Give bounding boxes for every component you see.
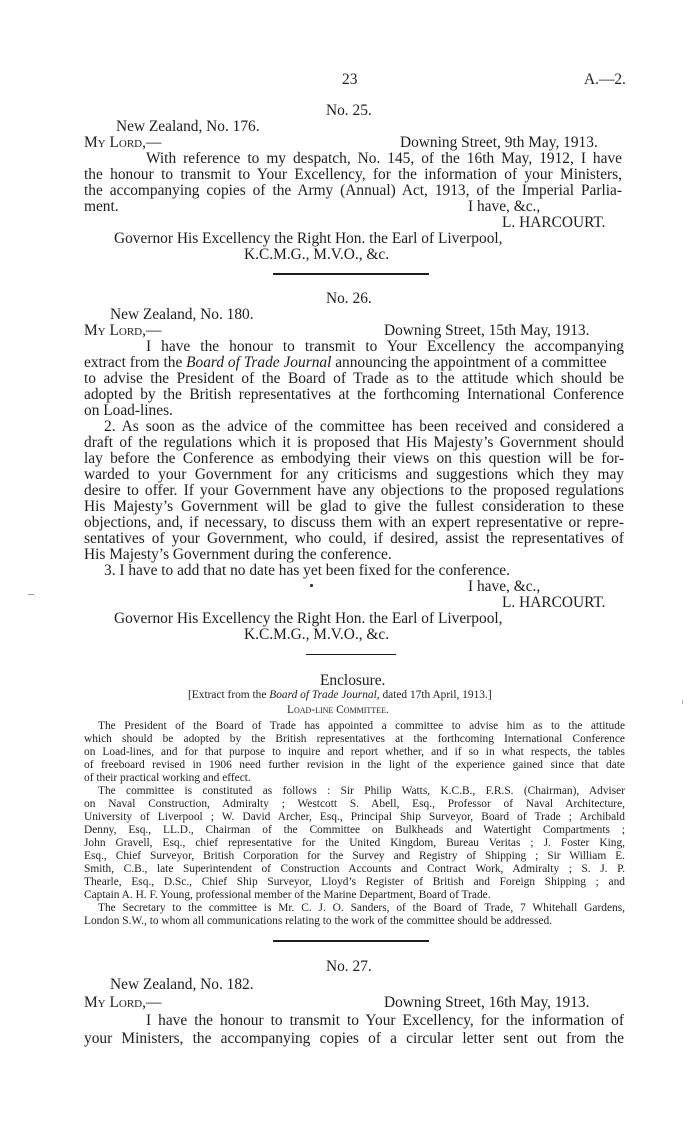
extract-note: [Extract from the Board of Trade Journal, dated 17th April, 1913.] [188, 689, 492, 701]
salutation: My Lord,— [84, 994, 162, 1011]
body-line: The President of the Board of Trade has appointed a committee to advise him as to the attitude [98, 720, 625, 732]
body-line: objections, and, if necessary, to discuss them with an expert representative or repre- [84, 514, 624, 531]
signature: L. HARCOURT. [502, 594, 606, 611]
address-date: Downing Street, 16th May, 1913. [384, 994, 590, 1011]
body-line: draft of the regulations which it is proposed that His Majesty’s Government should [84, 434, 624, 451]
body-line: lay before the Conference as embodying their views on this question will be for- [84, 450, 624, 467]
body-line: which should be adopted by the British representatives at the forthcoming International Conference [84, 733, 625, 745]
letter-number: No. 26. [326, 290, 372, 307]
body-line: to advise the President of the Board of Trade as to the attitude which should be [84, 370, 624, 387]
body-line: sentatives of your Government, who could, if desired, assist the representatives of [84, 530, 624, 547]
margin-speck [28, 594, 34, 595]
body-line: With reference to my despatch, No. 145, of the 16th May, 1912, I have [146, 150, 622, 167]
address-date: Downing Street, 9th May, 1913. [400, 134, 598, 151]
recipient-honours: K.C.M.G., M.V.O., &c. [244, 246, 390, 263]
closing: I have, &c., [468, 198, 541, 215]
body-line: 3. I have to add that no date has yet been fixed for the conference. [104, 562, 510, 579]
body-line: warded to your Government for any criticisms and suggestions which they may [84, 466, 624, 483]
body-line: on Load-lines. [84, 402, 173, 419]
body-line: The committee is constituted as follows : Sir Philip Watts, K.C.B., F.R.S. (Chairman), Adviser [98, 785, 625, 797]
body-line: the accompanying copies of the Army (Annual) Act, 1913, of the Imperial Parlia- [84, 182, 622, 199]
address-date: Downing Street, 15th May, 1913. [384, 322, 590, 339]
body-line: London S.W., to whom all communications relating to the work of the committee should be addressed. [84, 915, 553, 927]
body-line: of freeboard revised in 1906 need further revision in the light of the experience gained since that date [84, 759, 625, 771]
body-line: I have the honour to transmit to Your Excellency, for the information of [146, 1012, 624, 1029]
page-number: 23 [342, 71, 358, 88]
salutation: My Lord,— [84, 322, 162, 339]
ink-speck [310, 584, 313, 587]
salutation: My Lord,— [84, 134, 162, 151]
body-line: University of Liverpool ; W. David Archer, Esq., Principal Ship Surveyor, Board of Trade ; Archibald [84, 811, 625, 823]
closing: I have, &c., [468, 578, 541, 595]
dispatch-reference: New Zealand, No. 180. [110, 306, 254, 323]
body-line: 2. As soon as the advice of the committee has been received and considered a [104, 418, 624, 435]
body-line: John Gravell, Esq., chief representative for the United Kingdom, Bureau Veritas ; J. Foster King, [84, 837, 625, 849]
body-line: His Majesty’s Government during the conference. [84, 546, 392, 563]
section-divider [273, 273, 429, 275]
body-line: I have the honour to transmit to Your Excellency the accompanying [146, 338, 624, 355]
recipient: Governor His Excellency the Right Hon. the Earl of Liverpool, [114, 610, 503, 627]
document-reference: A.—2. [584, 71, 626, 88]
letter-number: No. 25. [326, 102, 372, 119]
journal-title: Board of Trade Journal [186, 354, 332, 371]
enclosure-title: Enclosure. [320, 672, 386, 689]
body-line: Captain A. H. F. Young, professional member of the Marine Department, Board of Trade. [84, 889, 491, 901]
journal-title: Board of Trade Journal [269, 689, 377, 701]
body-line: adopted by the British representatives at the forthcoming International Conference [84, 386, 624, 403]
body-line: Denny, Esq., LL.D., Chairman of the Committee on Bulkheads and Watertight Compartments ; [84, 824, 625, 836]
dispatch-reference: New Zealand, No. 176. [116, 118, 260, 135]
dispatch-reference: New Zealand, No. 182. [110, 976, 254, 993]
body-line: on Load-lines, and for that purpose to inquire and report whether, and if so in what respects, the tables [84, 746, 625, 758]
body-line: the honour to transmit to Your Excellency, for the information of your Ministers, [84, 166, 622, 183]
body-line: His Majesty’s Government will be glad to give the fullest consideration to these [84, 498, 624, 515]
recipient-honours: K.C.M.G., M.V.O., &c. [244, 626, 390, 643]
body-line: The Secretary to the committee is Mr. C. J. O. Sanders, of the Board of Trade, 7 Whitehall Gardens, [98, 902, 625, 914]
signature: L. HARCOURT. [502, 214, 606, 231]
recipient: Governor His Excellency the Right Hon. the Earl of Liverpool, [114, 230, 503, 247]
body-line: desire to offer. If your Government have any objections to the proposed regulations [84, 482, 624, 499]
body-line: ment. [84, 198, 119, 215]
body-line: of their practical working and effect. [84, 772, 251, 784]
enclosure-divider [306, 654, 396, 655]
body-line: your Ministers, the accompanying copies of a circular letter sent out from the [84, 1030, 624, 1047]
body-line: on Naval Construction, Admiralty ; Westcott S. Abell, Esq., Professor of Naval Architecture, [84, 798, 625, 810]
letter-number: No. 27. [326, 958, 372, 975]
margin-speck [682, 700, 683, 704]
body-line: Thearle, Esq., D.Sc., Chief Ship Surveyor, Lloyd’s Register of British and Foreign Shipping ; and [84, 876, 625, 888]
body-line: extract from the Board of Trade Journal announcing the appointment of a committee [84, 354, 607, 371]
enclosure-subtitle: Load-line Committee. [287, 704, 389, 716]
body-line: Smith, C.B., late Superintendent of Construction Accounts and Contract Work, Admiralty ; S. J. P. [84, 863, 625, 875]
body-line: Esq., Chief Surveyor, British Corporation for the Survey and Registry of Shipping ; Sir William E. [84, 850, 625, 862]
section-divider [273, 940, 429, 942]
